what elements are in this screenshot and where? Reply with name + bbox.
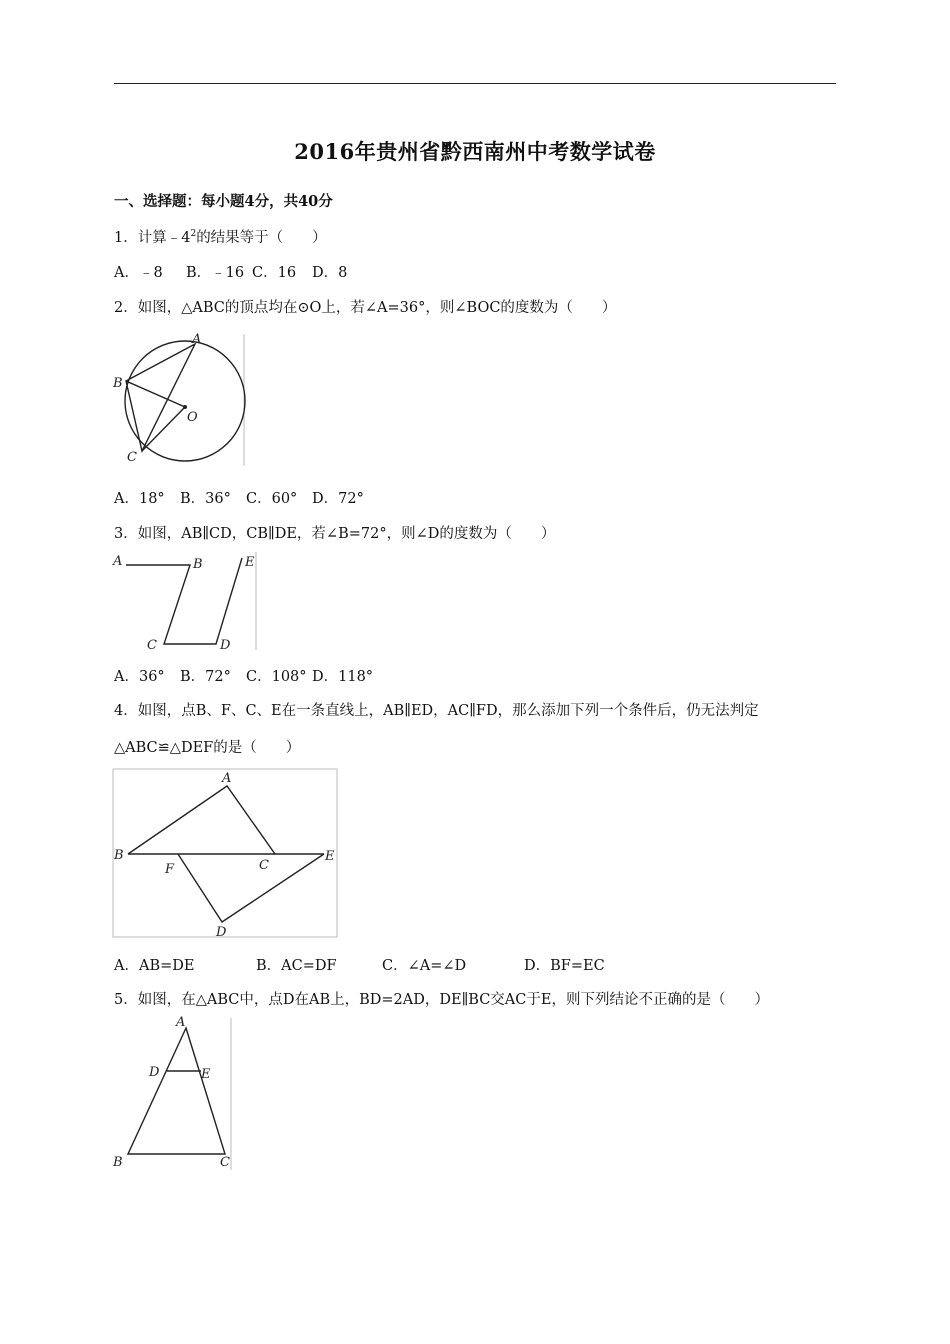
label-c: C [127, 450, 137, 465]
option-c: C．∠A=∠D [382, 958, 467, 974]
label-o: O [187, 410, 198, 425]
label-b: B [114, 848, 124, 863]
label-d: D [220, 638, 231, 653]
question-1: 1．计算$﹣4^2$的结果等于（ ） [114, 229, 327, 246]
label-a: A [222, 771, 232, 786]
figure-congruent-triangles [110, 766, 342, 940]
segment-bo [126, 381, 185, 407]
option-d: D．72° [312, 491, 364, 507]
exponent: 2 [190, 229, 197, 239]
question-4-line-2: △ABC≌△DEF的是（ ） [114, 740, 301, 756]
figure-parallel-lines [110, 550, 262, 654]
question-4-options [114, 954, 605, 975]
label-e: E [245, 555, 255, 570]
option-a: A．36° [114, 669, 165, 685]
label-c: C [147, 638, 157, 653]
question-2-options [114, 487, 364, 508]
option-b: B．72° [180, 669, 231, 685]
option-c: C．108° [246, 669, 307, 685]
label-a: A [176, 1015, 186, 1030]
option-c: C．60° [246, 491, 298, 507]
option-a: A．18° [114, 491, 165, 507]
label-d: D [216, 925, 227, 940]
center-point [183, 405, 187, 409]
label-e: E [201, 1067, 211, 1082]
figure-border [113, 769, 337, 937]
circle-o [125, 341, 245, 461]
section-heading: 一、选择题：每小题4分，共40分 [114, 193, 333, 210]
label-b: B [193, 557, 203, 572]
label-d: D [149, 1065, 160, 1080]
question-1-options [114, 261, 347, 282]
option-b: B．36° [180, 491, 231, 507]
label-c: C [220, 1155, 230, 1170]
question-2: 2．如图，△ABC的顶点均在⊙O上，若∠A=36°，则∠BOC的度数为（ ） [114, 300, 617, 316]
option-d: D．BF=EC [524, 958, 605, 974]
figure-triangle-de [110, 1014, 240, 1174]
label-a: A [113, 554, 123, 569]
label-f: F [165, 862, 175, 877]
label-b: B [113, 376, 123, 391]
triangle-def [178, 854, 324, 922]
figure-circle-abc [110, 330, 250, 470]
zigzag-abcde [126, 558, 242, 644]
option-b: B．﹣16 [186, 265, 245, 281]
label-b: B [113, 1155, 123, 1170]
label-a: A [192, 332, 202, 347]
triangle-abc [128, 1028, 225, 1154]
option-b: B．AC=DF [256, 958, 337, 974]
page-title: 2016年贵州省黔西南州中考数学试卷 [294, 139, 656, 164]
question-3-options [114, 665, 373, 686]
question-5: 5．如图，在△ABC中，点D在AB上，BD=2AD，DE∥BC交AC于E，则下列结论不正确的是（ ） [114, 992, 769, 1008]
label-e: E [325, 849, 335, 864]
option-d: D．8 [312, 265, 348, 281]
header-rule [114, 83, 836, 84]
option-a: A．AB=DE [114, 958, 195, 974]
label-c: C [259, 858, 269, 873]
question-4-line-1: 4．如图，点B、F、C、E在一条直线上，AB∥ED，AC∥FD，那么添加下列一个条件后，仍无法判定 [114, 703, 759, 719]
segment-co [142, 407, 185, 451]
option-d: D．118° [312, 669, 374, 685]
question-3: 3．如图，AB∥CD，CB∥DE，若∠B=72°，则∠D的度数为（ ） [114, 526, 556, 542]
option-a: A．﹣8 [114, 265, 163, 281]
option-c: C．16 [252, 265, 297, 281]
triangle-abc [128, 786, 275, 854]
